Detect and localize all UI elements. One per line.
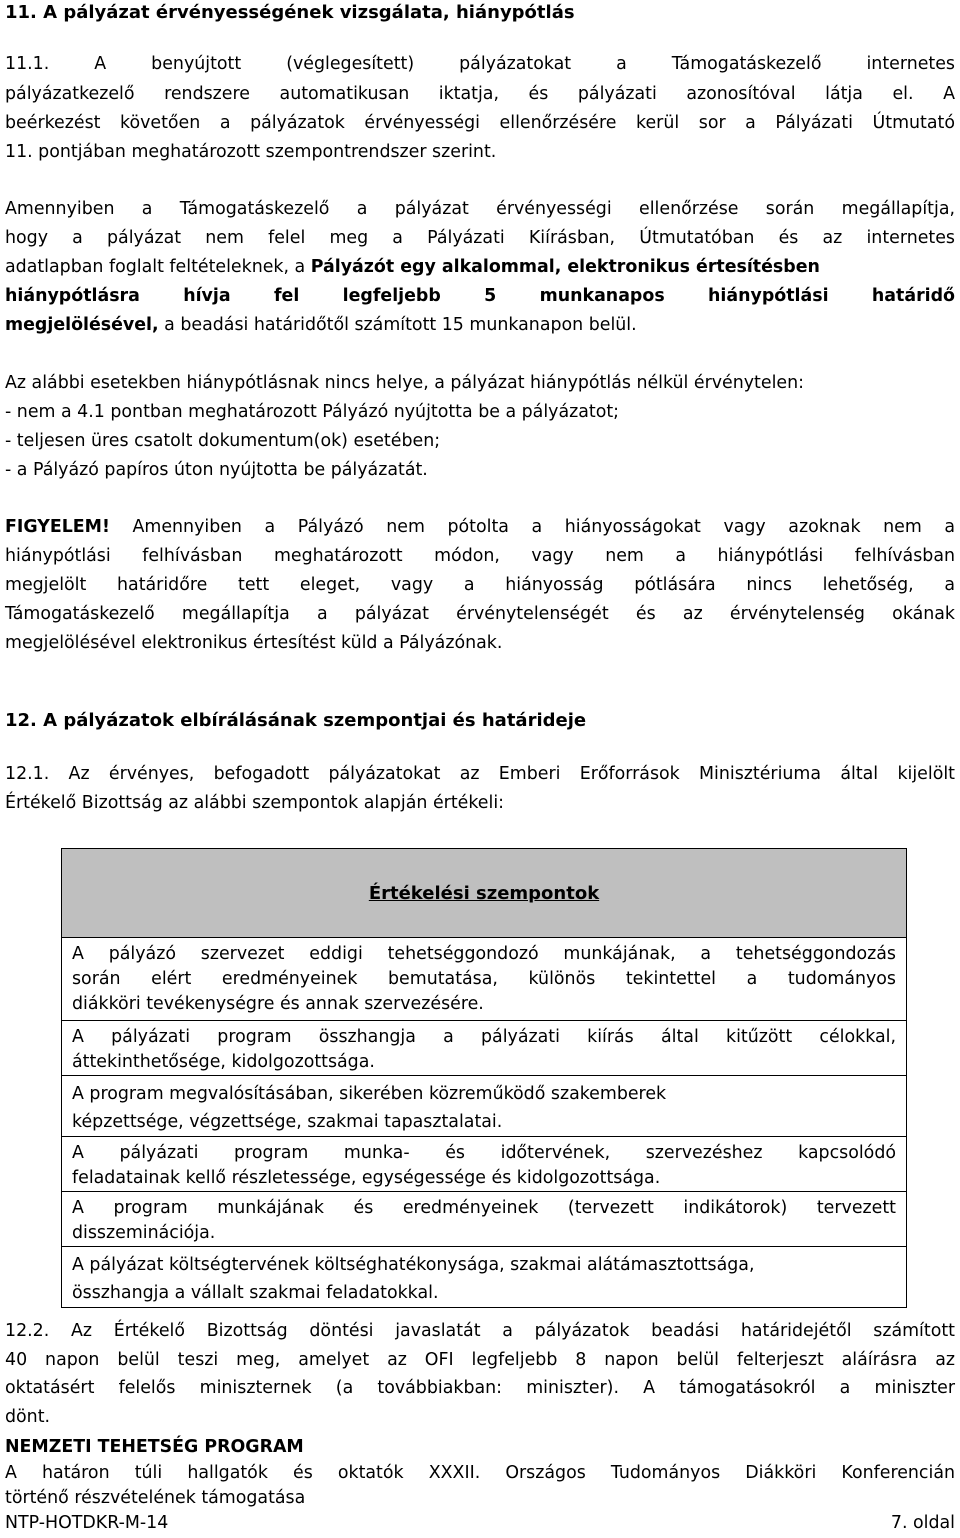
table-cell-line: A pályázat költségtervének költséghatékonysága, szakmai alátámasztottsága, xyxy=(72,1255,755,1275)
text-normal: a beadási határidőtől számított 15 munkanapon belül. xyxy=(158,315,637,335)
paragraph-deficiency-line: hiánypótlásra hívja fel legfeljebb 5 munkanapos hiánypótlási határidő xyxy=(5,286,955,306)
text-bold: Pályázót egy alkalommal, elektronikus értesítésben xyxy=(310,257,820,277)
table-row xyxy=(62,1192,907,1247)
table-cell-line: során elért eredményeinek bemutatása, különös tekintettel a tudományos xyxy=(72,969,896,989)
paragraph-12-2-line: 12.2. Az Értékelő Bizottság döntési javaslatát a pályázatok beadási határidejétől számított xyxy=(5,1321,955,1341)
paragraph-12-1-line: 12.1. Az érvényes, befogadott pályázatokat az Emberi Erőforrások Minisztériuma által kijelölt xyxy=(5,764,955,784)
paragraph-11-1-line: 11. pontjában meghatározott szempontrendszer szerint. xyxy=(5,142,497,162)
table-header: Értékelési szempontok xyxy=(62,849,907,938)
warning-label: FIGYELEM! xyxy=(5,517,110,537)
table-cell-line: összhangja a vállalt szakmai feladatokkal. xyxy=(72,1283,439,1303)
invalid-case-item: - teljesen üres csatolt dokumentum(ok) esetében; xyxy=(5,431,441,451)
invalid-case-item: - a Pályázó papíros úton nyújtotta be pályázatát. xyxy=(5,460,428,480)
table-cell-line: képzettsége, végzettsége, szakmai tapasztalatai. xyxy=(72,1112,503,1132)
table-row xyxy=(62,938,907,1021)
footer-program-title: NEMZETI TEHETSÉG PROGRAM xyxy=(5,1437,304,1457)
evaluation-criteria-table xyxy=(61,848,907,1308)
warning-paragraph-line: hiánypótlási felhívásban meghatározott módon, vagy nem a hiánypótlási felhívásban xyxy=(5,546,955,566)
paragraph-deficiency-line: Amennyiben a Támogatáskezelő a pályázat érvényességi ellenőrzése során megállapítja, xyxy=(5,199,955,219)
warning-paragraph-line: megjelölésével elektronikus értesítést küld a Pályázónak. xyxy=(5,633,503,653)
paragraph-12-2-line: oktatásért felelős miniszternek (a továbbiakban: miniszter). A támogatásokról a miniszter xyxy=(5,1378,955,1398)
invalid-case-item: - nem a 4.1 pontban meghatározott Pályázó nyújtotta be a pályázatot; xyxy=(5,402,620,422)
paragraph-11-1-line: pályázatkezelő rendszere automatikusan iktatja, és pályázati azonosítóval látja el. A xyxy=(5,84,955,104)
paragraph-11-1-line: 11.1. A benyújtott (véglegesített) pályázatokat a Támogatáskezelő internetes xyxy=(5,54,955,74)
page-number: 7. oldal xyxy=(890,1513,955,1533)
warning-paragraph-line xyxy=(5,513,955,542)
table-row xyxy=(62,1247,907,1308)
text-bold: megjelölésével, xyxy=(5,315,159,335)
paragraph-11-1-line: beérkezést követően a pályázatok érvényességi ellenőrzésére kerül sor a Pályázati Útmutató xyxy=(5,113,955,133)
footer-subtitle-line: történő részvételének támogatása xyxy=(5,1488,306,1508)
paragraph-12-2-line: dönt. xyxy=(5,1407,51,1427)
table-row xyxy=(62,1021,907,1076)
section-12-heading: 12. A pályázatok elbírálásának szempontjai és határideje xyxy=(5,710,587,731)
paragraph-deficiency-line: hogy a pályázat nem felel meg a Pályázati Kiírásban, Útmutatóban és az internetes xyxy=(5,228,955,248)
text-normal: Amennyiben a Pályázó nem pótolta a hiányosságokat vagy azoknak nem a xyxy=(109,517,955,537)
paragraph-12-1-line: Értékelő Bizottság az alábbi szempontok alapján értékeli: xyxy=(5,793,505,813)
table-row xyxy=(62,1137,907,1192)
warning-paragraph-line: Támogatáskezelő megállapítja a pályázat érvénytelenségét és az érvénytelenség okának xyxy=(5,604,955,624)
table-cell-line: A pályázati program összhangja a pályázati kiírás által kitűzött célokkal, xyxy=(72,1027,896,1047)
paragraph-12-2-line: 40 napon belül teszi meg, amelyet az OFI legfeljebb 8 napon belül felterjeszt aláírásra az xyxy=(5,1350,955,1370)
table-cell-line: A pályázó szervezet eddigi tehetséggondozó munkájának, a tehetséggondozás xyxy=(72,944,896,964)
table-cell-line: diákköri tevékenységre és annak szervezésére. xyxy=(72,994,484,1014)
section-11-heading: 11. A pályázat érvényességének vizsgálata, hiánypótlás xyxy=(5,2,575,23)
paragraph-deficiency-line xyxy=(5,311,955,340)
footer-doc-code xyxy=(5,1509,955,1538)
table-row xyxy=(62,1076,907,1137)
document-code: NTP-HOTDKR-M-14 xyxy=(5,1513,169,1533)
text-normal: adatlapban foglalt feltételeknek, a xyxy=(5,257,311,277)
table-cell-line: disszeminációja. xyxy=(72,1223,216,1243)
table-cell-line: A program munkájának és eredményeinek (tervezett indikátorok) tervezett xyxy=(72,1198,896,1218)
table-cell-line: A pályázati program munka- és időtervének, szervezéshez kapcsolódó xyxy=(72,1143,896,1163)
invalid-cases-intro: Az alábbi esetekben hiánypótlásnak nincs helye, a pályázat hiánypótlás nélkül érvénytelen: xyxy=(5,373,804,393)
warning-paragraph-line: megjelölt határidőre tett eleget, vagy a hiányosság pótlására nincs lehetőség, a xyxy=(5,575,955,595)
footer-subtitle-line: A határon túli hallgatók és oktatók XXXII. Országos Tudományos Diákköri Konferencián xyxy=(5,1463,955,1483)
table-cell-line: feladatainak kellő részletessége, egységessége és kidolgozottsága. xyxy=(72,1168,661,1188)
table-cell-line: áttekinthetősége, kidolgozottsága. xyxy=(72,1052,375,1072)
paragraph-deficiency-line xyxy=(5,253,955,282)
table-cell-line: A program megvalósításában, sikerében közreműködő szakemberek xyxy=(72,1084,667,1104)
